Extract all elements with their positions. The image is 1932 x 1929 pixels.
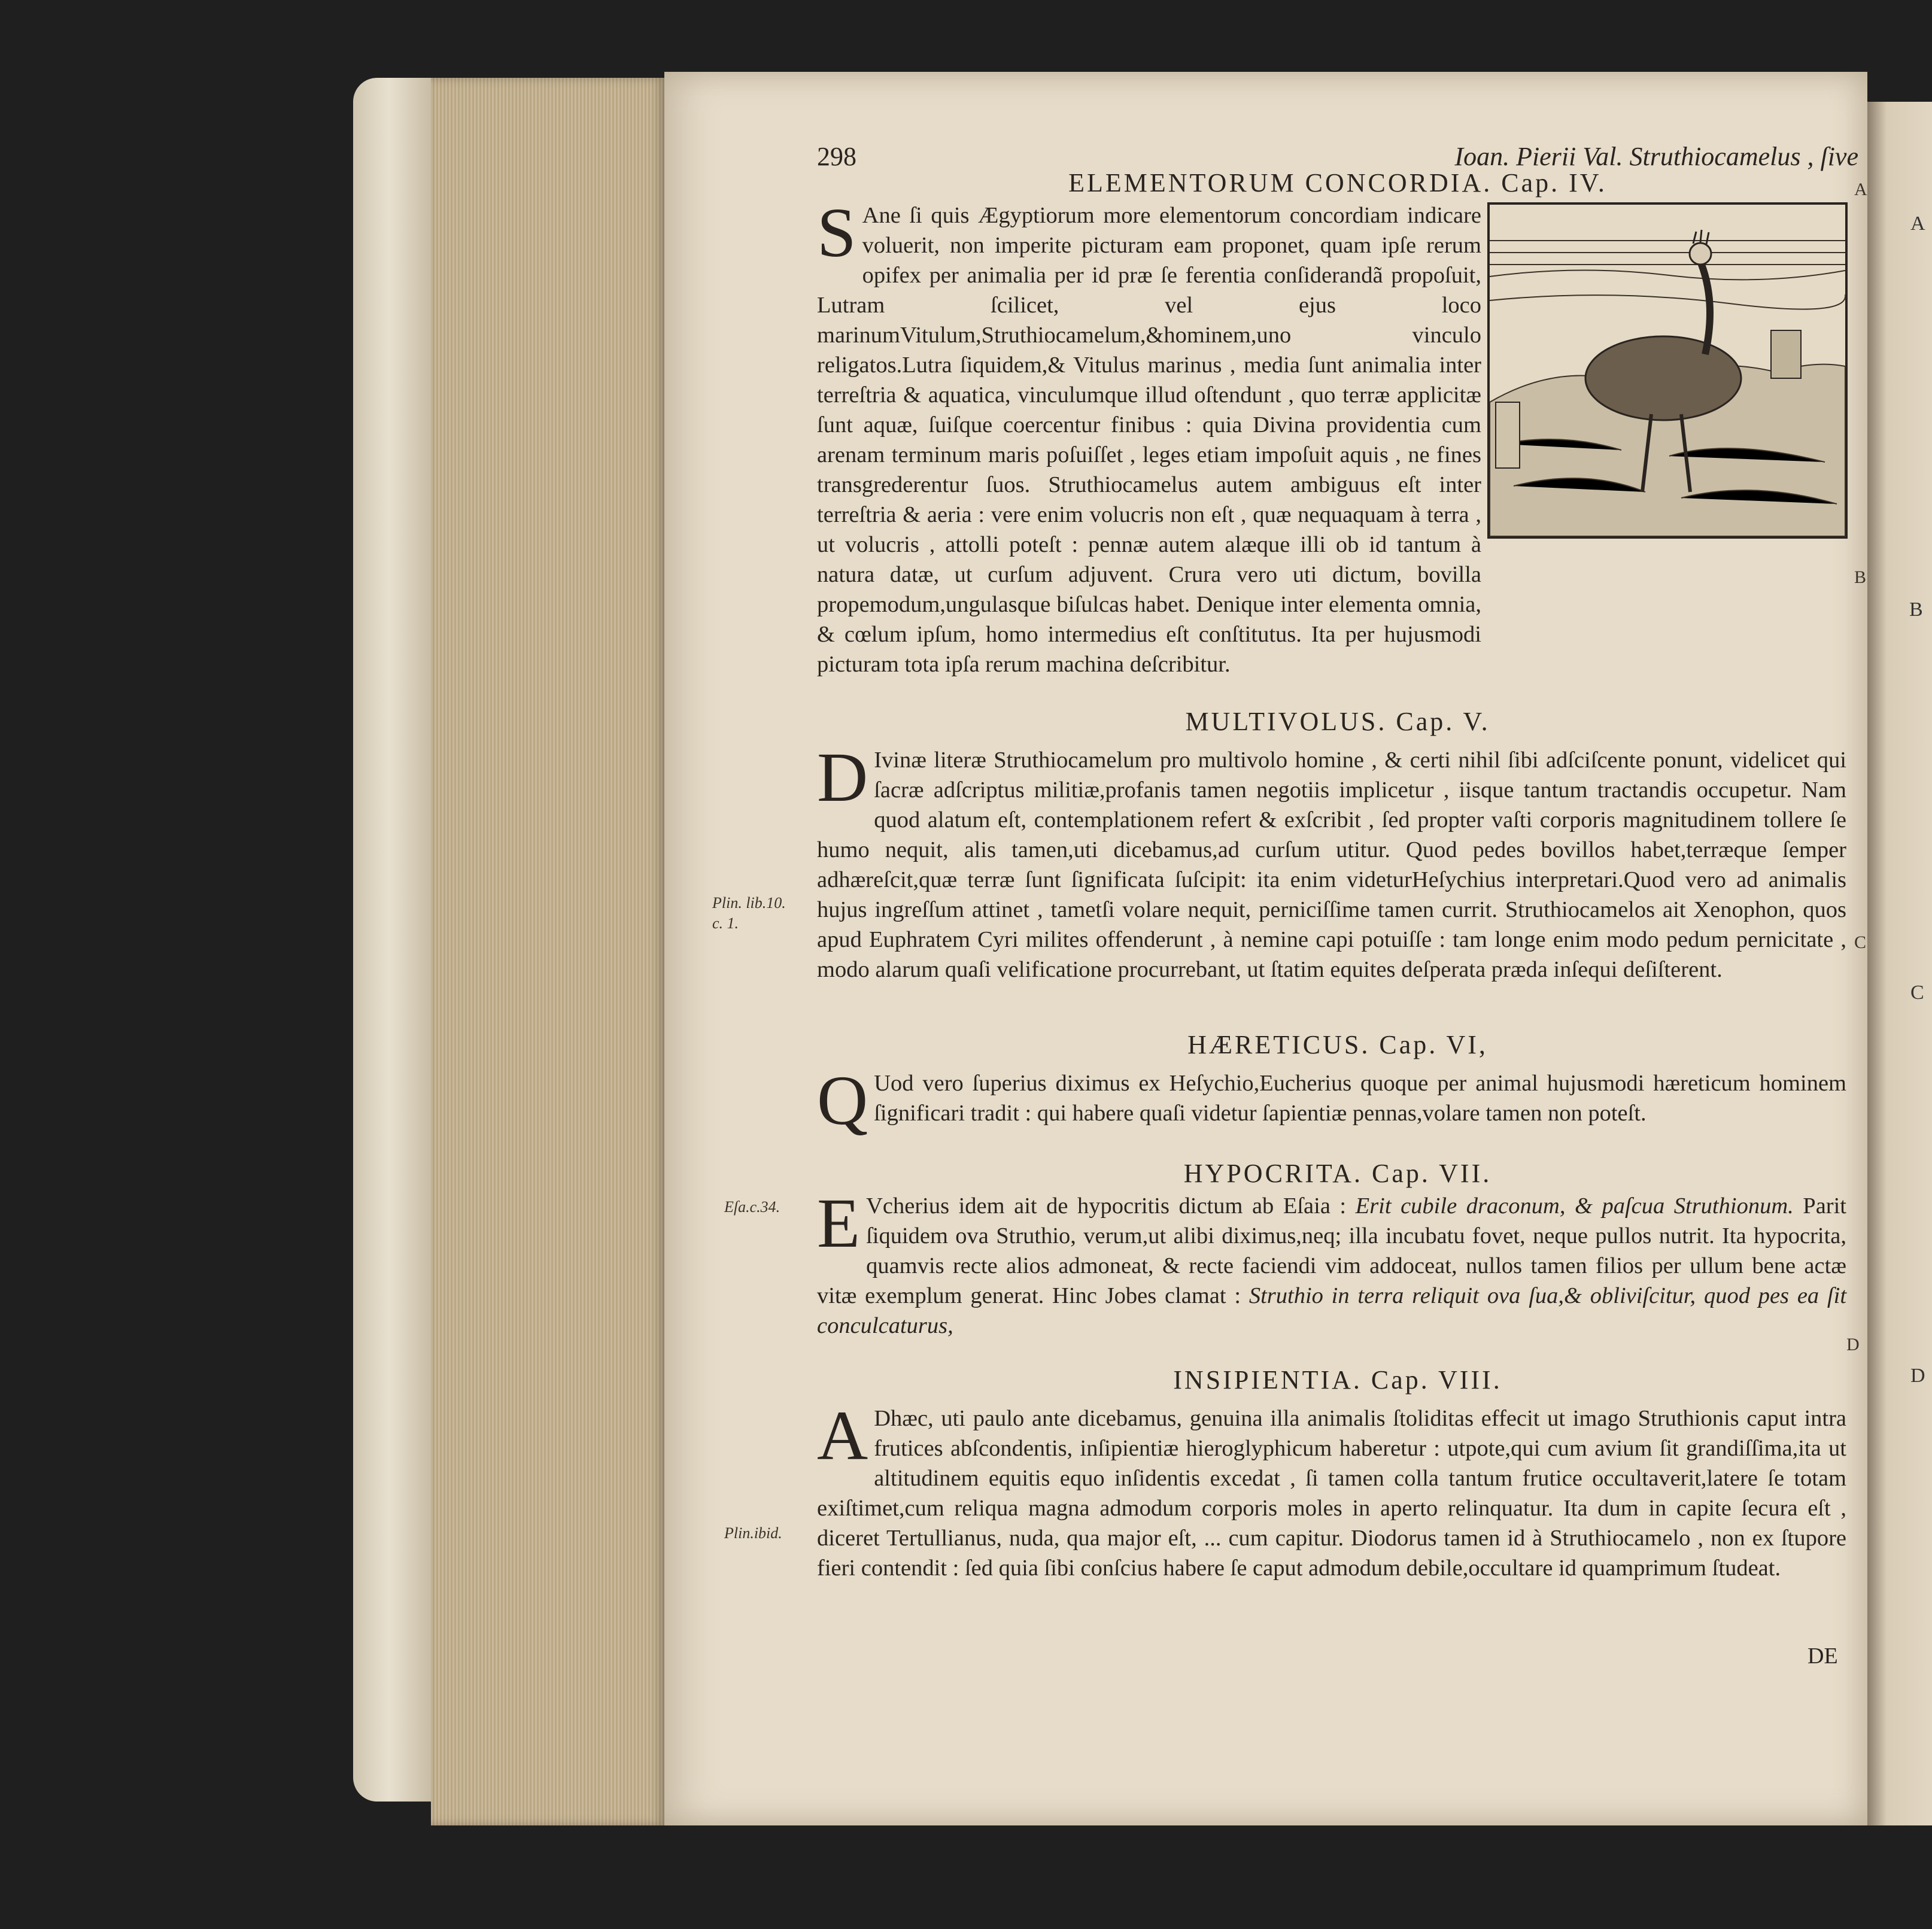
side-note-pliny-1-line2: c. 1. (712, 915, 739, 932)
facing-margin-letter-a: A (1910, 212, 1925, 235)
section-heading-vii: HYPOCRITA. Cap. VII. (1183, 1159, 1492, 1188)
section-text-v (817, 738, 1846, 1020)
facing-margin-letter-b: B (1909, 599, 1923, 621)
ostrich-woodcut-icon (1487, 202, 1848, 539)
margin-letter-c: C (1854, 932, 1867, 952)
dropcap-a: A (817, 1396, 868, 1475)
section-text-iv (817, 193, 1481, 677)
side-note-pliny-1-line1: Plin. lib.10. (712, 894, 786, 912)
dropcap-e: E (817, 1184, 861, 1262)
page-number: 298 (817, 142, 856, 171)
section-body-v: Ivinæ literæ Struthiocamelum pro multivolo homine , & certi nihil ſibi adſciſcente ponunt, videlicet qui ſacræ adſcriptus militiæ,profanis tamen negotiis implicetur , iisque tantum tractandis occupetur. Nam quod alatum eſt, contemplationem refert & exſcribit , ſed propter vaſti corporis magnitudinem tollere ſe humo nequit, alis tamen,uti dicebamus,ad curſum utitur. Quod pedes bovillos habet,terræque ſemper adhæreſcit,quæ terræ ſunt ſignificata ſuſcipit: ita enim videturHeſychius interpretari.Quod vero ad animalis hujus ingreſſum attinet , tametſi volare nequit, perniciſſime tamen currit. Struthiocamelos ait Xenophon, quos apud Euphratem Cyri milites offenderunt , à nemine capi potuiſſe : tam longe enim modo pedum pernicitate , modo alarum quaſi velificatione procurrebant, ut ſtatim equites deſperata præda inſequi deſiſterent. (817, 748, 1846, 982)
section-body-vii-a: Vcherius idem ait de hypocritis dictum ab Eſaia : (866, 1193, 1356, 1219)
facing-margin-letter-c: C (1910, 982, 1924, 1004)
facing-page-edge (1867, 102, 1932, 1825)
dropcap-q: Q (817, 1061, 868, 1140)
scripture-quote-2: Struthio in terra reliquit ova ſua,& obliviſcitur, quod pes ea ſit conculcaturus, (817, 1283, 1847, 1338)
section-body-vi: Uod vero ſuperius diximus ex Heſychio,Eucherius quoque per animal hujusmodi hæreticum hominem ſignificari tradit : qui habere quaſi videtur ſapientiæ pennas,volare tamen non poteſt. (874, 1071, 1846, 1126)
section-body-vii-b: Parit ſiquidem ova Struthio, verum,ut alibi diximus,neq; illa incubatu fovet, neque pullos nutrit. Ita hypocrita, quamvis recte alios admoneat, & recte faciendi vim addoceat, nullos tamen filios per ullum bene actæ vitæ exemplum generat. Hinc Jobes clamat : (817, 1193, 1847, 1308)
side-note-pliny-1 (712, 893, 814, 934)
page-edges (431, 78, 664, 1825)
section-body-viii: Dhæc, uti paulo ante dicebamus, genuina illa animalis ſtoliditas effecit ut imago Struthionis caput intra frutices abſcondentis, inſipientiæ hieroglyphicum haberetur : utpote,qui cum avium ſit grandiſſima,ita ut altitudinem equitis equo inſidentis excedat , ſi tamen colla tantum frutice occultaverit,latere ſe totam exiſtimet,cum reliqua magna admodum corporis moles in aperto relinquatur. Ita dum in capite ſecura eſt , diceret Tertullianus, nuda, qua major eſt, ... cum capitur. Diodorus tamen id à Struthiocamelo , non ex ſtupore fieri contendit : ſed quia ſibi conſcius habere ſe caput admodum debile,occultare id quamprimum ſtudeat. (817, 1406, 1846, 1581)
side-note-pliny-2: Plin.ibid. (724, 1524, 782, 1542)
section-heading-viii: INSIPIENTIA. Cap. VIII. (1173, 1365, 1502, 1395)
dropcap-d: D (817, 738, 868, 816)
dropcap-s: S (817, 193, 856, 272)
section-text-vi (817, 1061, 1846, 1164)
margin-letter-a: A (1854, 180, 1867, 199)
section-heading-iv: ELEMENTORUM CONCORDIA. Cap. IV. (1068, 168, 1607, 198)
section-heading-v: MULTIVOLUS. Cap. V. (1185, 707, 1490, 736)
section-body-iv: Ane ſi quis Ægyptiorum more elementorum concordiam indicare voluerit, non imperite picturam eam proponet, quam ipſe rerum opifex per animalia per id præ ſe ferentia conſiderandã propoſuit, Lutram ſcilicet, vel ejus loco marinumVitulum,Struthiocamelum,&hominem,uno vinculo religatos.Lutra ſiquidem,& Vitulus marinus , media ſunt animalia inter terreſtria & aquatica, vinculumque illud oſtendunt , quo terræ applicitæ ſunt aquæ, ſuiſque coercentur finibus : quia Divina providentia cum arenam terminum maris poſuiſſet , leges etiam impoſuit aquis , ne fines transgrederentur ſuos. Struthiocamelus autem ambiguus eſt inter terreſtria & aeria : vere enim volucris non eſt , quæ nequaquam à terra , ut volucris , attolli poteſt : pennæ autem alæque illi ob id tantum à natura datæ, ut curſum adjuvent. Crura vero uti dictum, bovilla propemodum,ungulasque biſulcas habet. Denique inter elementa omnia, & cœlum ipſum, homo intermedius eſt conſtitutus. Ita per hujusmodi picturam tota ipſa rerum machina deſcribitur. (817, 203, 1481, 677)
section-text-viii (817, 1396, 1846, 1631)
side-note-esaia: Eſa.c.34. (724, 1198, 780, 1216)
margin-letter-d: D (1846, 1335, 1860, 1354)
catchword: DE (1808, 1644, 1838, 1669)
running-title: Ioan. Pierii Val. Struthiocamelus , ſive (1454, 142, 1858, 171)
facing-margin-letter-d: D (1910, 1365, 1925, 1387)
margin-letter-b: B (1854, 567, 1867, 587)
book-binding (353, 78, 443, 1802)
section-heading-vi: HÆRETICUS. Cap. VI, (1187, 1030, 1488, 1059)
scripture-quote-1: Erit cubile draconum, & paſcua Struthionum. (1355, 1193, 1794, 1219)
section-text-vii (817, 1184, 1847, 1347)
